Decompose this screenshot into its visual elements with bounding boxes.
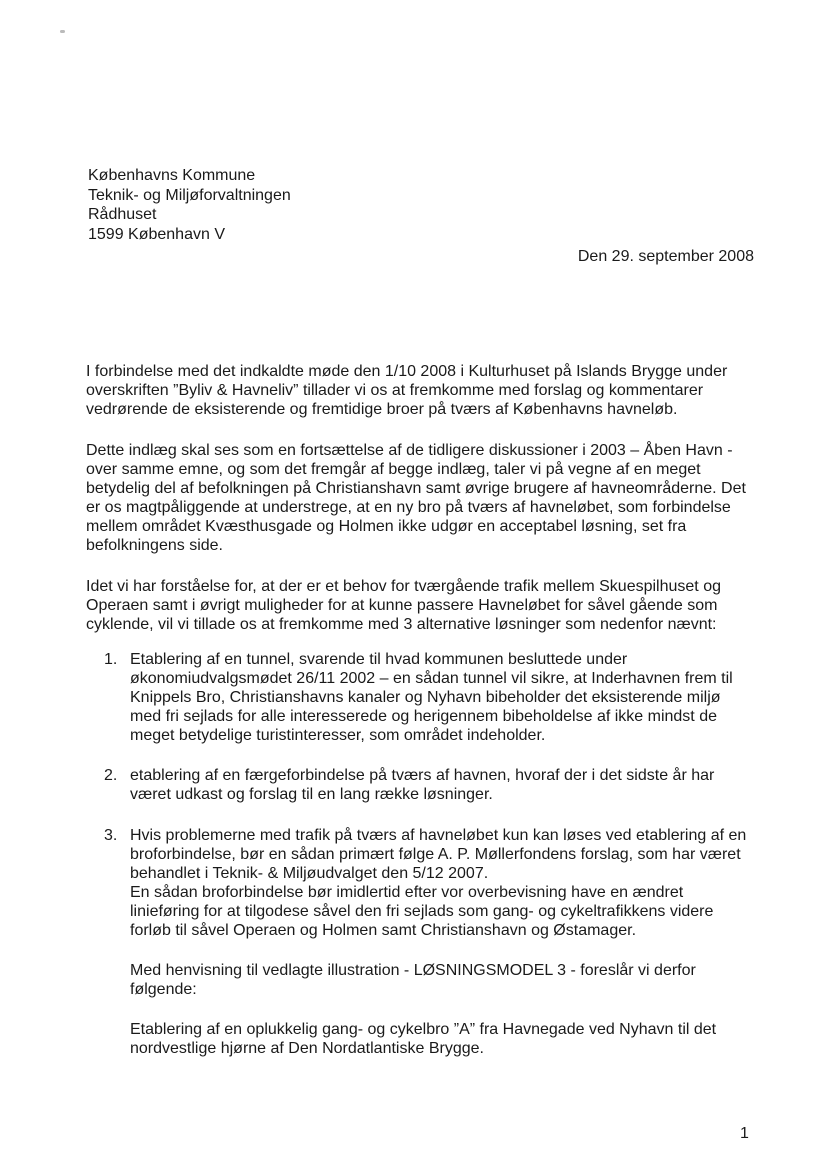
list-item-text: etablering af en færgeforbindelse på tværs af havnen, hvoraf der i det sidste år har været udkast og forslag til en lang række løsninger. xyxy=(130,767,715,803)
list-number: 2. xyxy=(104,767,118,784)
solution-list-item-1 xyxy=(104,650,756,745)
list-item-text: Hvis problemerne med trafik på tværs af havneløbet kun kan løses ved etablering af en broforbindelse, bør en sådan primært følge A. P. Møllerfondens forslag, som har været behandlet i Teknik- & Miljøudvalget den 5/12 2007. xyxy=(130,827,747,882)
address-line-1: Københavns Kommune xyxy=(88,167,256,184)
paragraph-proposal: Idet vi har forståelse for, at der er et behov for tværgående trafik mellem Skuespilhuset og Operaen samt i øvrigt muligheder for at kunne passere Havneløbet for såvel gående som cyklende, vil vi tillade os at fremkomme med 3 alternative løsninger som nedenfor nævnt: xyxy=(86,578,721,633)
page-number: 1 xyxy=(740,1125,749,1142)
list-item-text-continued: En sådan broforbindelse bør imidlertid efter vor overbevisning have en ændret linieføring for at tilgodese såvel den fri sejlads som gang- og cykeltrafikkens videre forløb til såvel Operaen og Holmen samt Christianshavn og Østamager. xyxy=(130,884,714,939)
address-line-3: Rådhuset xyxy=(88,206,157,223)
scan-speck xyxy=(60,30,65,33)
address-line-2: Teknik- og Miljøforvaltningen xyxy=(88,186,291,204)
list-item-text: Etablering af en tunnel, svarende til hvad kommunen besluttede under økonomiudvalgsmødet 26/11 2002 – en sådan tunnel vil sikre, at Inderhavnen frem til Knippels Bro, Christianshavns kanaler og Nyhavn bibeholder det eksisterende miljø med fri sejlads for alle interesserede og herigennem bibeholdelse af ikke mindst de meget betydelige turistinteresser, som området indeholder. xyxy=(130,651,733,744)
list-number: 3. xyxy=(104,827,118,844)
paragraph-reference: Med henvisning til vedlagte illustration - LØSNINGSMODEL 3 - foreslår vi derfor følgende: xyxy=(130,962,696,998)
list-number: 1. xyxy=(104,651,118,668)
address-line-4: 1599 København V xyxy=(88,225,225,243)
solution-list-item-3 xyxy=(104,826,756,940)
solution-list-item-2 xyxy=(104,766,756,804)
paragraph-bridge-a: Etablering af en oplukkelig gang- og cykelbro ”A” fra Havnegade ved Nyhavn til det nordvestlige hjørne af Den Nordatlantiske Brygge. xyxy=(130,1021,717,1057)
paragraph-context: Dette indlæg skal ses som en fortsættelse af de tidligere diskussioner i 2003 – Åben Havn - over samme emne, og som det fremgår af begge indlæg, taler vi på vegne af en meget betydelig del af befolkningen på Christianshavn samt øvrige brugere af havneområderne. Det er os magtpåliggende at understrege, at en ny bro på tværs af havneløbet, som forbindelse mellem området Kvæsthusgade og Holmen ikke udgør en acceptabel løsning, set fra befolkningens side. xyxy=(86,442,746,554)
letter-date: Den 29. september 2008 xyxy=(577,248,754,265)
paragraph-intro: I forbindelse med det indkaldte møde den 1/10 2008 i Kulturhuset på Islands Brygge under overskriften ”Byliv & Havneliv” tillader vi os at fremkomme med forslag og kommentarer vedrørende de eksisterende og fremtidige broer på tværs af Københavns havneløb. xyxy=(86,363,728,418)
recipient-address xyxy=(88,166,291,244)
